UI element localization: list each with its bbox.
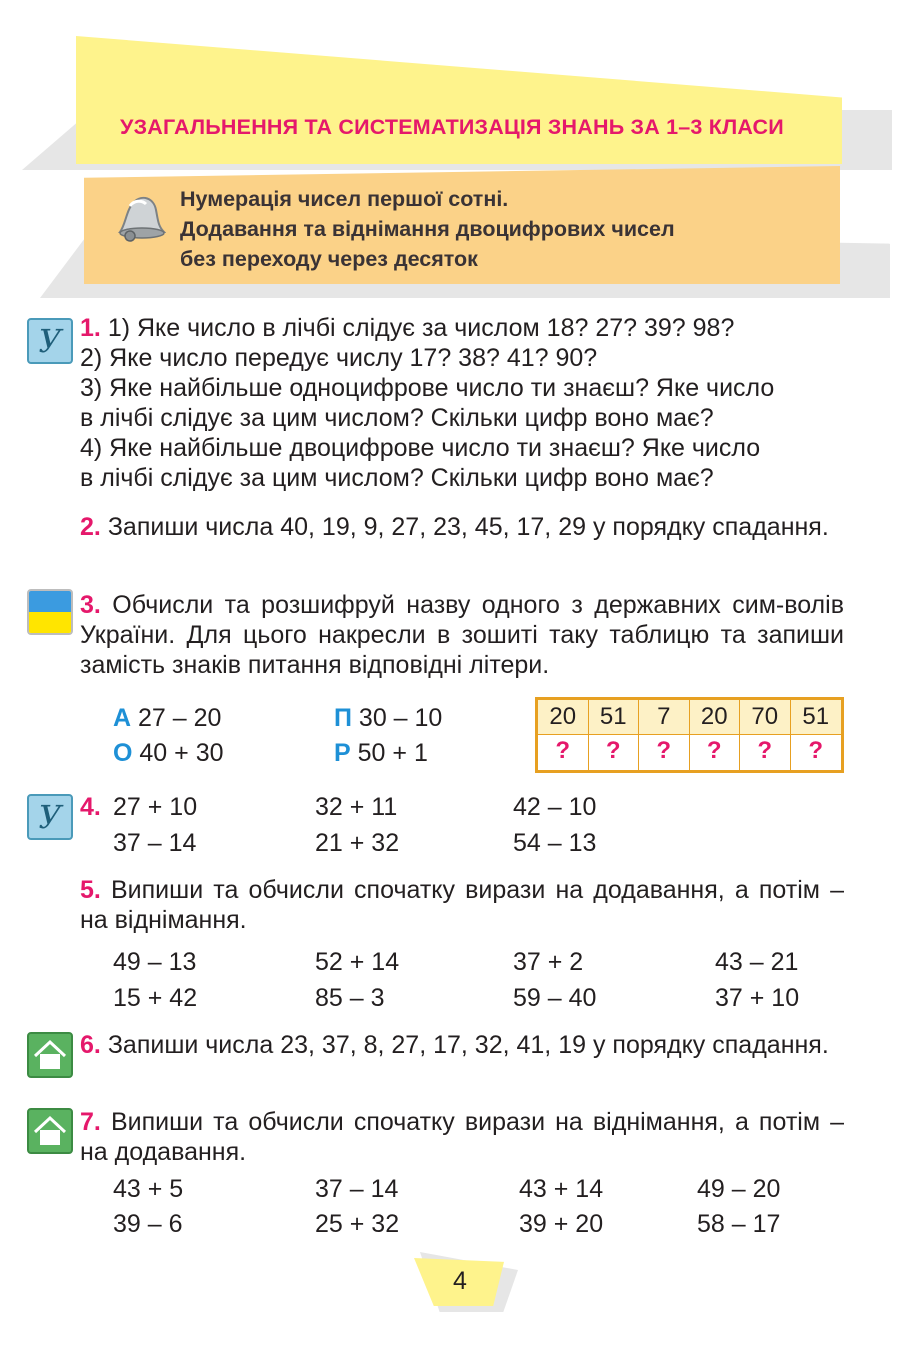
expression: 43 + 5 xyxy=(113,1175,184,1203)
ex1-line-6: в лічбі слідує за цим числом? Скільки цифр воно має? xyxy=(80,464,714,492)
expression: 25 + 32 xyxy=(315,1210,400,1238)
expression: 42 – 10 xyxy=(513,793,597,821)
table-cell: 70 xyxy=(740,700,791,735)
expression: 52 + 14 xyxy=(315,948,400,976)
ex6-text: Запиши числа 23, 37, 8, 27, 17, 32, 41, 19 у порядку спадання. xyxy=(107,1031,829,1059)
table-cell: 20 xyxy=(538,700,589,735)
ex5-text: Випиши та обчисли спочатку вирази на додавання, а потім – на віднімання. xyxy=(80,876,845,934)
topic-subtitle xyxy=(180,184,830,274)
ex2-text: Запиши числа 40, 19, 9, 27, 23, 45, 17, 29 у порядку спадання. xyxy=(107,513,829,541)
code-a: А 27 – 20 xyxy=(113,704,222,732)
expression: 37 – 14 xyxy=(113,829,197,857)
expression: 49 – 20 xyxy=(697,1175,781,1203)
ex1-line-3: 3) Яке найбільше одноцифрове число ти знаєш? Яке число xyxy=(80,374,775,402)
page-title: УЗАГАЛЬНЕННЯ ТА СИСТЕМАТИЗАЦІЯ ЗНАНЬ ЗА 1–3 КЛАСИ xyxy=(120,115,784,139)
expression: 59 – 40 xyxy=(513,984,597,1012)
code-o: О 40 + 30 xyxy=(113,739,224,767)
expression: 39 + 20 xyxy=(519,1210,604,1238)
ex1-line-1: 1. 1) Яке число в лічбі слідує за числом 18? 27? 39? 98? xyxy=(80,314,735,342)
ukraine-flag-icon xyxy=(27,589,73,635)
home-task-icon xyxy=(27,1032,73,1078)
oral-task-icon: У xyxy=(27,794,73,840)
table-cell: 51 xyxy=(791,700,842,735)
page-number: 4 xyxy=(453,1267,467,1295)
table-cell-question: ? xyxy=(791,735,842,770)
cipher-table xyxy=(535,697,844,773)
topic-line-2: Додавання та віднімання двоцифрових чисел xyxy=(180,217,675,241)
table-cell-question: ? xyxy=(538,735,589,770)
expression: 85 – 3 xyxy=(315,984,385,1012)
expression: 58 – 17 xyxy=(697,1210,781,1238)
expression: 32 + 11 xyxy=(315,793,398,821)
exercise-1 xyxy=(80,313,844,493)
bell-icon xyxy=(108,188,166,246)
expression: 37 – 14 xyxy=(315,1175,399,1203)
ex7-text: Випиши та обчисли спочатку вирази на віднімання, а потім – на додавання. xyxy=(80,1108,844,1166)
table-cell: 7 xyxy=(639,700,690,735)
expression: 49 – 13 xyxy=(113,948,197,976)
exercise-number: 7. xyxy=(80,1108,101,1136)
table-cell-question: ? xyxy=(589,735,640,770)
table-cell: 20 xyxy=(690,700,741,735)
ex1-line-5: 4) Яке найбільше двоцифрове число ти знаєш? Яке число xyxy=(80,434,761,462)
code-p: П 30 – 10 xyxy=(334,704,443,732)
ex3-text: Обчисли та розшифруй назву одного з державних сим-волів України. Для цього накресли в зошиті таку таблицю та запиши замість знаків питання відповідні літери. xyxy=(80,591,844,679)
table-cell: 51 xyxy=(589,700,640,735)
oral-task-icon: У xyxy=(27,318,73,364)
expression: 21 + 32 xyxy=(315,829,400,857)
expression: 54 – 13 xyxy=(513,829,597,857)
table-cell-question: ? xyxy=(639,735,690,770)
exercise-5 xyxy=(80,875,844,935)
ex1-line-2: 2) Яке число передує числу 17? 38? 41? 90? xyxy=(80,344,598,372)
exercise-number: 3. xyxy=(80,591,101,619)
exercise-number: 6. xyxy=(80,1031,101,1059)
exercise-number: 2. xyxy=(80,513,101,541)
exercise-number: 1. xyxy=(80,314,101,342)
expression: 27 + 10 xyxy=(113,793,198,821)
code-r: Р 50 + 1 xyxy=(334,739,428,767)
expression: 37 + 2 xyxy=(513,948,584,976)
expression: 15 + 42 xyxy=(113,984,198,1012)
ex1-line-4: в лічбі слідує за цим числом? Скільки цифр воно має? xyxy=(80,404,714,432)
home-task-icon xyxy=(27,1108,73,1154)
exercise-6 xyxy=(80,1030,844,1060)
table-cell-question: ? xyxy=(690,735,741,770)
topic-line-3: без переходу через десяток xyxy=(180,247,478,271)
expression: 37 + 10 xyxy=(715,984,800,1012)
header-band xyxy=(76,36,842,164)
expression: 43 – 21 xyxy=(715,948,799,976)
exercise-number: 5. xyxy=(80,876,101,904)
topic-line-1: Нумерація чисел першої сотні. xyxy=(180,187,509,211)
exercise-4-number: 4. xyxy=(80,793,101,821)
exercise-3 xyxy=(80,590,844,680)
exercise-7 xyxy=(80,1107,844,1167)
exercise-2 xyxy=(80,512,844,542)
expression: 39 – 6 xyxy=(113,1210,183,1238)
expression: 43 + 14 xyxy=(519,1175,604,1203)
table-cell-question: ? xyxy=(740,735,791,770)
